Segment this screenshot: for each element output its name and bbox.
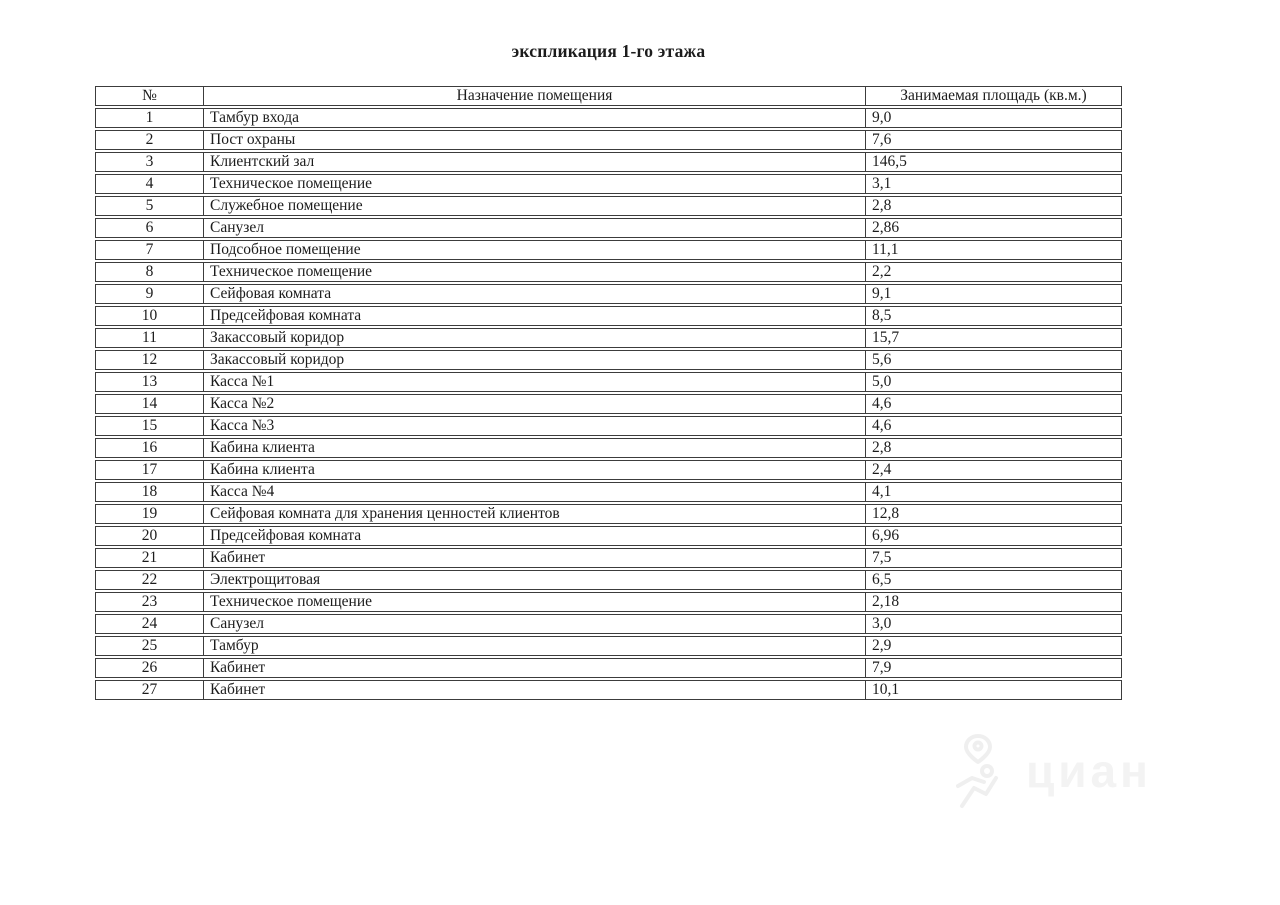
cell-purpose: Кабина клиента [203, 460, 865, 480]
cell-purpose: Предсейфовая комната [203, 526, 865, 546]
cell-area: 10,1 [865, 680, 1122, 700]
cian-watermark [938, 730, 1152, 812]
cell-number: 4 [95, 174, 203, 194]
table-row [95, 262, 1122, 282]
cell-purpose: Техническое помещение [203, 262, 865, 282]
table-row [95, 680, 1122, 700]
cell-number: 15 [95, 416, 203, 436]
table-row [95, 196, 1122, 216]
table-body [95, 108, 1122, 700]
cell-purpose: Санузел [203, 614, 865, 634]
cell-area: 4,6 [865, 394, 1122, 414]
cell-number: 7 [95, 240, 203, 260]
cell-number: 19 [95, 504, 203, 524]
cell-number: 17 [95, 460, 203, 480]
cell-number: 14 [95, 394, 203, 414]
cell-area: 9,0 [865, 108, 1122, 128]
cell-area: 11,1 [865, 240, 1122, 260]
cell-area: 2,8 [865, 196, 1122, 216]
cell-purpose: Кабина клиента [203, 438, 865, 458]
cell-number: 8 [95, 262, 203, 282]
cell-number: 26 [95, 658, 203, 678]
cell-purpose: Касса №1 [203, 372, 865, 392]
cell-purpose: Подсобное помещение [203, 240, 865, 260]
cell-purpose: Сейфовая комната [203, 284, 865, 304]
cell-area: 4,6 [865, 416, 1122, 436]
cell-number: 1 [95, 108, 203, 128]
cell-number: 24 [95, 614, 203, 634]
cell-number: 22 [95, 570, 203, 590]
table-row [95, 328, 1122, 348]
cell-number: 9 [95, 284, 203, 304]
table-row [95, 130, 1122, 150]
table-row [95, 526, 1122, 546]
cell-number: 25 [95, 636, 203, 656]
cell-area: 6,5 [865, 570, 1122, 590]
cell-purpose: Санузел [203, 218, 865, 238]
cell-purpose: Закассовый коридор [203, 328, 865, 348]
cell-area: 7,6 [865, 130, 1122, 150]
cell-area: 5,0 [865, 372, 1122, 392]
cell-purpose: Тамбур [203, 636, 865, 656]
cell-purpose: Кабинет [203, 658, 865, 678]
cell-area: 2,86 [865, 218, 1122, 238]
cell-purpose: Касса №4 [203, 482, 865, 502]
cell-purpose: Техническое помещение [203, 174, 865, 194]
cell-area: 3,1 [865, 174, 1122, 194]
cian-watermark-text: циан [1026, 745, 1152, 797]
cell-purpose: Пост охраны [203, 130, 865, 150]
table-row [95, 504, 1122, 524]
cell-number: 20 [95, 526, 203, 546]
explication-table [95, 84, 1122, 702]
table-row [95, 306, 1122, 326]
cell-area: 2,4 [865, 460, 1122, 480]
table-row [95, 174, 1122, 194]
cell-area: 9,1 [865, 284, 1122, 304]
page-title: экспликация 1-го этажа [511, 41, 706, 61]
table-row [95, 394, 1122, 414]
cell-number: 21 [95, 548, 203, 568]
col-header-number: № [95, 86, 203, 106]
table-row [95, 570, 1122, 590]
cell-purpose: Служебное помещение [203, 196, 865, 216]
table-row [95, 218, 1122, 238]
table-row [95, 658, 1122, 678]
table-row [95, 416, 1122, 436]
cell-number: 2 [95, 130, 203, 150]
cell-area: 2,18 [865, 592, 1122, 612]
cell-number: 18 [95, 482, 203, 502]
cell-area: 5,6 [865, 350, 1122, 370]
cell-purpose: Касса №2 [203, 394, 865, 414]
cell-purpose: Тамбур входа [203, 108, 865, 128]
cell-purpose: Кабинет [203, 680, 865, 700]
cell-number: 10 [95, 306, 203, 326]
table-header-row [95, 86, 1122, 106]
cell-area: 146,5 [865, 152, 1122, 172]
col-header-purpose: Назначение помещения [203, 86, 865, 106]
cell-area: 15,7 [865, 328, 1122, 348]
cell-area: 2,9 [865, 636, 1122, 656]
cell-purpose: Кабинет [203, 548, 865, 568]
cell-number: 16 [95, 438, 203, 458]
cell-purpose: Предсейфовая комната [203, 306, 865, 326]
cell-area: 4,1 [865, 482, 1122, 502]
cell-area: 8,5 [865, 306, 1122, 326]
table-row [95, 108, 1122, 128]
cell-number: 5 [95, 196, 203, 216]
cell-purpose: Сейфовая комната для хранения ценностей клиентов [203, 504, 865, 524]
cell-area: 7,5 [865, 548, 1122, 568]
table-row [95, 482, 1122, 502]
cell-number: 3 [95, 152, 203, 172]
table-row [95, 548, 1122, 568]
table-row [95, 460, 1122, 480]
cell-purpose: Клиентский зал [203, 152, 865, 172]
cell-number: 6 [95, 218, 203, 238]
table-row [95, 438, 1122, 458]
table-row [95, 350, 1122, 370]
cell-purpose: Закассовый коридор [203, 350, 865, 370]
cell-area: 7,9 [865, 658, 1122, 678]
cian-pin-person-icon [938, 730, 1018, 812]
cell-purpose: Электрощитовая [203, 570, 865, 590]
table-row [95, 284, 1122, 304]
table-row [95, 636, 1122, 656]
cell-purpose: Касса №3 [203, 416, 865, 436]
cell-area: 2,2 [865, 262, 1122, 282]
cell-number: 27 [95, 680, 203, 700]
cell-area: 12,8 [865, 504, 1122, 524]
table-row [95, 372, 1122, 392]
cell-number: 23 [95, 592, 203, 612]
table-row [95, 152, 1122, 172]
cell-number: 12 [95, 350, 203, 370]
cell-area: 3,0 [865, 614, 1122, 634]
cell-number: 11 [95, 328, 203, 348]
table-row [95, 240, 1122, 260]
table-row [95, 614, 1122, 634]
cell-area: 2,8 [865, 438, 1122, 458]
table-row [95, 592, 1122, 612]
cell-area: 6,96 [865, 526, 1122, 546]
col-header-area: Занимаемая площадь (кв.м.) [865, 86, 1122, 106]
cell-purpose: Техническое помещение [203, 592, 865, 612]
cell-number: 13 [95, 372, 203, 392]
